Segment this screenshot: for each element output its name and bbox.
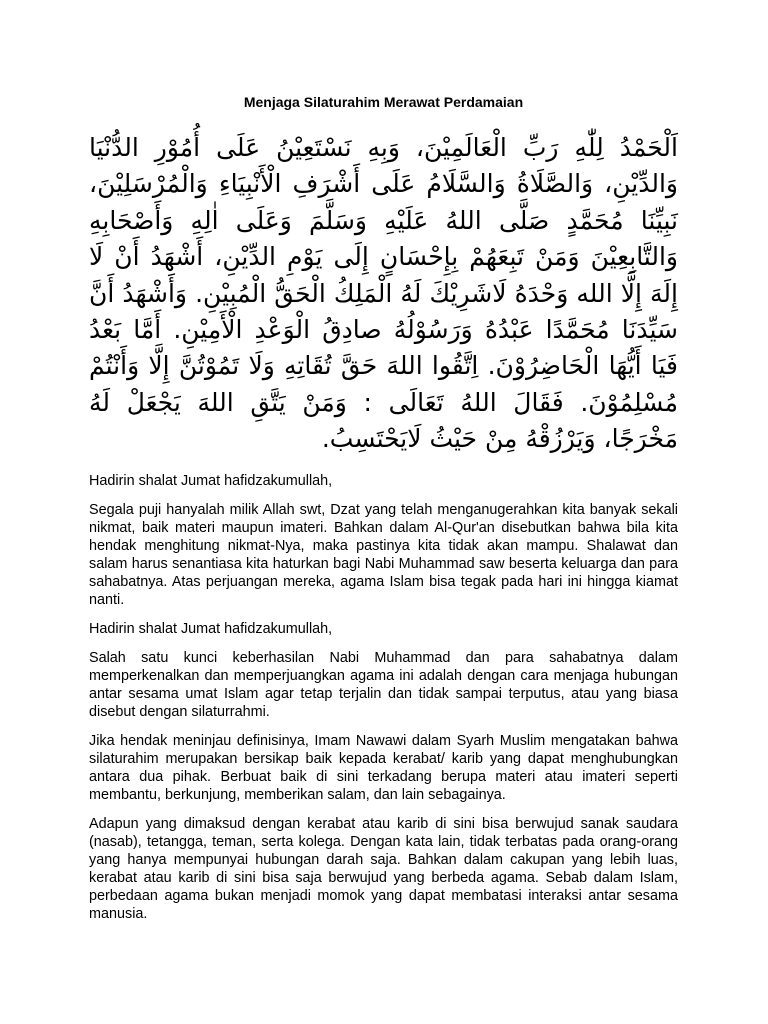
- key-success-paragraph: Salah satu kunci keberhasilan Nabi Muhammad dan para sahabatnya dalam memperkenalkan dan memperjuangkan agama ini adalah dengan cara menjaga hubungan antar sesama umat Islam agar tetap terjalin dan tidak sampai terputus, atau yang biasa disebut dengan silaturrahmi.: [89, 649, 678, 720]
- praise-paragraph: Segala puji hanyalah milik Allah swt, Dzat yang telah menganugerahkan kita banyak sekali nikmat, baik materi maupun imateri. Bahkan dalam Al-Qur'an disebutkan bahwa bila kita hendak menghitung nikmat-Nya, maka pastinya kita tidak akan mampu. Shalawat dan salam harus senantiasa kita haturkan bagi Nabi Muhammad saw beserta keluarga dan para sahabatnya. Atas perjuangan mereka, agama Islam bisa tegak pada hari ini hingga kiamat nanti.: [89, 501, 678, 608]
- salutation-paragraph: Hadirin shalat Jumat hafidzakumullah,: [89, 620, 333, 637]
- document-title: Menjaga Silaturahim Merawat Perdamaian: [243, 94, 524, 110]
- kinship-scope-paragraph: Adapun yang dimaksud dengan kerabat atau karib di sini bisa berwujud sanak saudara (nasab), tetangga, teman, serta kolega. Dengan kata lain, tidak terbatas pada orang-orang yang hanya mempunyai hubungan darah saja. Bahkan dalam cakupan yang lebih luas, kerabat atau karib di sini bisa saja berwujud yang berbeda agama. Sebab dalam Islam, perbedaan agama bukan menjadi momok yang dapat membatasi interaksi antar sesama manusia.: [89, 815, 678, 922]
- arabic-opening-prayer: اَلْحَمْدُ لِلّٰهِ رَبِّ الْعَالَمِيْنَ، وَبِهِ نَسْتَعِيْنُ عَلَى أُمُوْرِ الدُّنْيَا وَالدِّيْنِ، وَالصَّلَاةُ وَالسَّلَامُ عَلَى أَشْرَفِ الْأَنْبِيَاءِ وَالْمُرْسَلِيْنَ، نَبِيِّنَا مُحَمَّدٍ صَلَّى اللهُ عَلَيْهِ وَسَلَّمَ وَعَلَى اٰلِهِ وَأَصْحَابِهِ وَالتَّابِعِيْنَ وَمَنْ تَبِعَهُمْ بِإِحْسَانٍ إِلَى يَوْمِ الدِّيْنِ، أَشْهَدُ أَنْ لَا إِلَهَ إِلَّا الله وَحْدَهُ لَاشَرِيْكَ لَهُ الْمَلِكُ الْحَقُّ الْمُبِيْنِ. وَأَشْهَدُ أَنَّ سَيِّدَنَا مُحَمَّدًا عَبْدُهُ وَرَسُوْلُهُ صادِقُ الْوَعْدِ الْأَمِيْنِ. أَمَّا بَعْدُ فَيَا أَيُّهَا الْحَاضِرُوْنَ. اِتَّقُوا اللهَ حَقَّ تُقَاتِهِ وَلَا تَمُوْتُنَّ إِلَّا وَأَنْتُمْ مُسْلِمُوْنَ. فَقَالَ اللهُ تَعَالَى : وَمَنْ يَتَّقِ اللهَ يَجْعَلْ لَهُ مَخْرَجًا، وَيَرْزُقْهُ مِنْ حَيْثُ لَايَحْتَسِبُ.: [89, 133, 678, 454]
- salutation-paragraph: Hadirin shalat Jumat hafidzakumullah,: [89, 472, 333, 489]
- definition-paragraph: Jika hendak meninjau definisinya, Imam Nawawi dalam Syarh Muslim mengatakan bahwa silaturahim merupakan bersikap baik kepada kerabat/ karib yang dapat menghubungkan antara dua pihak. Berbuat baik di sini terkadang berupa materi atau imateri seperti membantu, berkunjung, memberikan salam, dan lain sebagainya.: [89, 732, 678, 803]
- sermon-body: [89, 472, 678, 923]
- document-page: [89, 0, 678, 934]
